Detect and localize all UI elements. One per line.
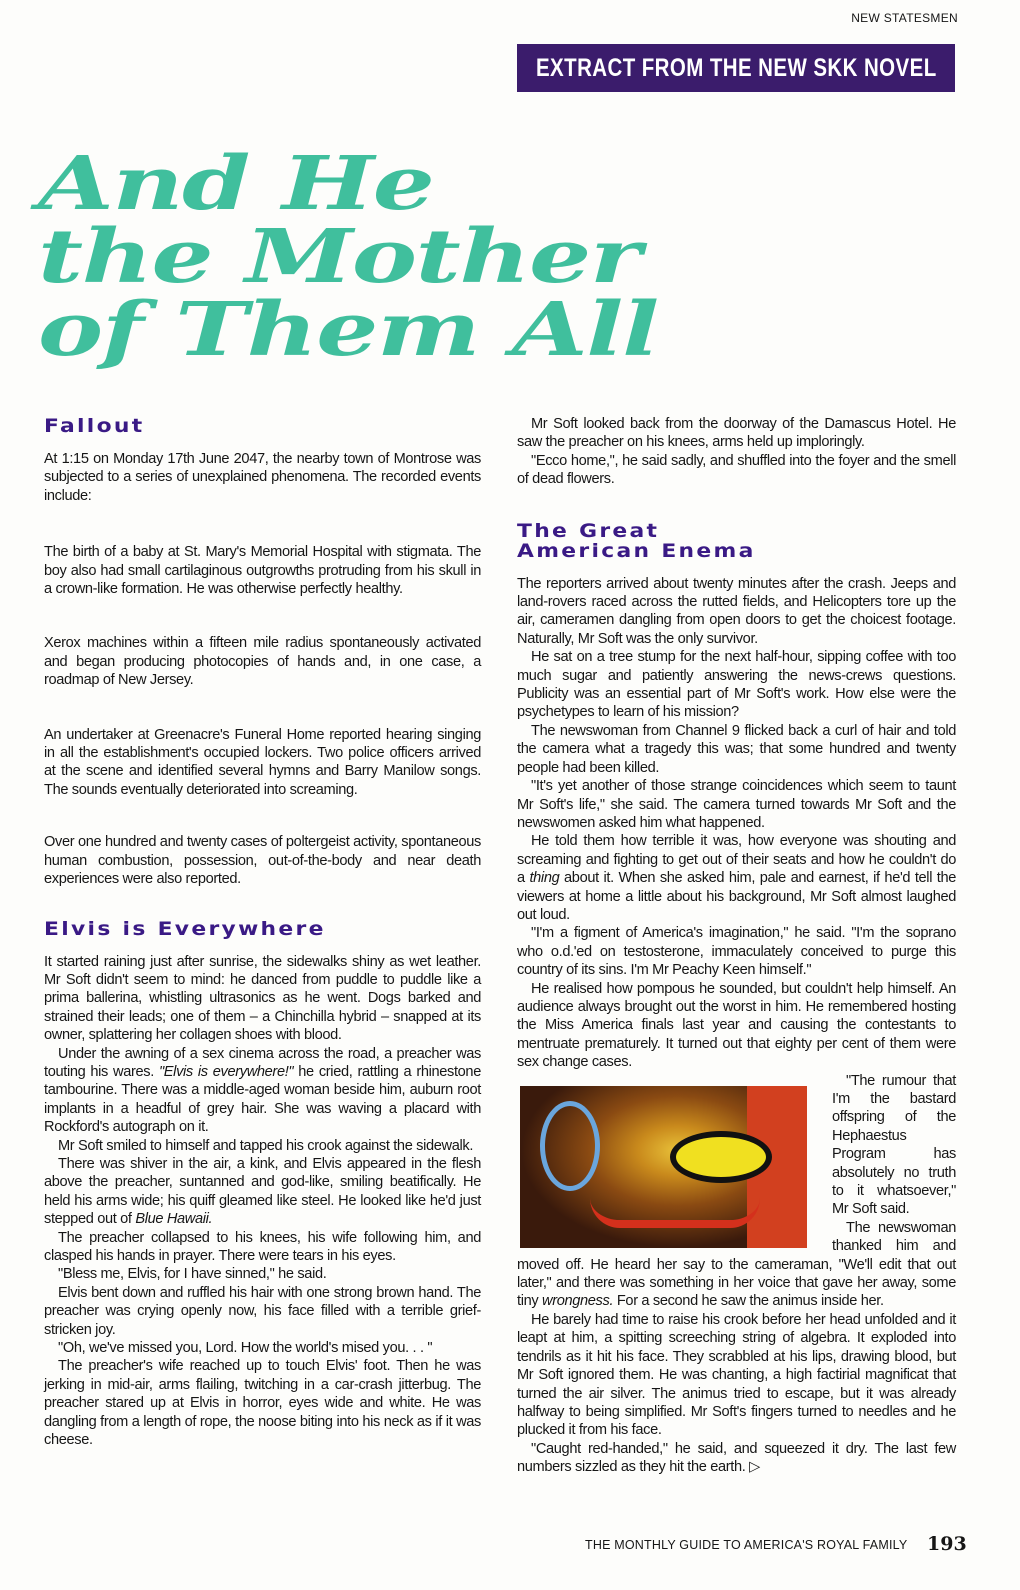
end-mark-icon: ▷ [749,1459,761,1476]
paragraph: "Oh, we've missed you, Lord. How the world's mised you. . . " [58,1340,433,1357]
paragraph [517,1440,956,1477]
banner-text: EXTRACT FROM THE NEW SKK NOVEL [535,53,937,82]
paragraph: The reporters arrived about twenty minutes after the crash. Jeeps and land-rovers raced across the rutted fields, and Helicopters tore up the air, cameramen dangling from open doors to get the choicest footage. Naturally, Mr Soft was the only survivor. [517,575,956,647]
article-title [38,141,658,373]
paragraph: He sat on a tree stump for the next half-hour, sipping coffee with too much sugar and patiently answering the news-crews questions. Publicity was an essential part of Mr Soft's work. How else were the psychetypes to learn of his mission? [517,649,956,721]
event-item: Over one hundred and twenty cases of poltergeist activity, spontaneous human combustion, possession, out-of-the-body and near death experiences were also reported. [44,834,481,888]
paragraph: At 1:15 on Monday 17th June 2047, the nearby town of Montrose was subjected to a series of unexplained phenomena. The recorded events include: [44,451,481,504]
heading-line: American Enema [517,539,756,562]
italic-text: Blue Hawaii. [135,1211,213,1228]
title-line: And He [38,141,434,227]
event-item: An undertaker at Greenacre's Funeral Home reported hearing singing in all the establishment's occupied lockers. Two police officers arrived at the scene and identified several hymns and Barry Manilow songs. The sounds eventually deteriorated into screaming. [44,726,481,798]
paragraph: "Ecco home,", he said sadly, and shuffled into the foyer and the smell of dead flowers. [517,452,956,488]
text: He told them how terrible it was, how everyone was shouting and screaming and fighting to get out of their seats and how he couldn't do a [517,833,956,887]
photo-lips [590,1198,760,1228]
paragraph: Elvis bent down and ruffled his hair with one strong brown hand. The preacher was crying openly now, his face filled with a terrible grief-stricken joy. [44,1284,481,1338]
paragraph: "I'm a figment of America's imagination," he said. "I'm the soprano who o.d.'ed on testosterone, immaculately conceived to purge this country of its sins. I'm Mr Peachy Keen himself." [517,925,956,979]
paragraph: "The rumour that I'm the bastard offspring of the Hephaestus Program has absolutely no truth to it whatsoever," Mr Soft said. [832,1072,956,1218]
text: about it. When she asked him, pale and earnest, if he'd tell the viewers at home a little about his background, Mr Soft almost laughed out loud. [517,870,956,923]
paragraph: The newswoman from Channel 9 flicked back a curl of hair and told the camera what a tragedy this was; that some hundred and twenty people had been killed. [517,722,956,776]
section-heading-fallout: Fallout [44,415,145,437]
heading-line: The Great [517,519,660,542]
photo-swirl [540,1101,600,1191]
text: "Caught red-handed," he said, and squeezed it dry. The last few numbers sizzled as they hit the earth. [517,1440,956,1476]
text: Under the awning of a sex cinema across the road, a preacher was touting his wares. [44,1045,481,1080]
paragraph: The preacher's wife reached up to touch Elvis' foot. Then he was jerking in mid-air, arms flailing, twitching in a car-crash jitterbug. The preacher stared up at Elvis in horror, eyes wide and white. He was dangling from a length of rope, the noose biting into his neck as if it was cheese. [44,1358,481,1449]
paragraph: Mr Soft looked back from the doorway of the Damascus Hotel. He saw the preacher on his knees, arms held up imploringly. [517,416,956,451]
paragraph: He barely had time to raise his crook before her head unfolded and it leapt at him, a spitting screeching string of algebra. It exploded into tendrils as it hit his face. They scrabbled at his lips, drawing blood, but Mr Soft ignored them. He was chanting, a high factirial magnificat that turned the air silver. The animus tried to escape, but it was already halfway to being simplified. Mr Soft's fingers turned to needles and he plucked it from his face. [517,1311,956,1439]
text: There was shiver in the air, a kink, and Elvis appeared in the flesh above the preacher, suntanned and god-like, smiling beatifically. He held his arms wide; his quiff gleamed like steel. He looked like he'd just stepped out of [44,1155,481,1228]
footer-text: THE MONTHLY GUIDE TO AMERICA'S ROYAL FAMILY [585,1538,908,1552]
paragraph [44,1155,481,1229]
title-line: of Them All [38,287,658,373]
italic-text: thing [529,870,560,887]
photo-eye [670,1131,772,1183]
paragraph: Mr Soft smiled to himself and tapped his crook against the sidewalk. [58,1137,474,1154]
face-photo [520,1086,807,1248]
section-heading-enema [517,521,1020,561]
title-line: the Mother [38,214,641,300]
paragraph: "Bless me, Elvis, for I have sinned," he said. [58,1266,327,1283]
event-item: Xerox machines within a fifteen mile radius spontaneously activated and began producing photocopies of hands and, in one case, a roadmap of New Jersey. [44,635,481,689]
italic-text: wrongness. [542,1293,614,1310]
extract-banner [517,44,955,92]
italic-text: "Elvis is everywhere!" [158,1063,294,1080]
paragraph [44,1045,481,1137]
paragraph: He realised how pompous he sounded, but couldn't help himself. An audience always brought out the worst in him. He remembered hosting the Miss America finals last year and causing the contestants to mentruate prematurely. It turned out that eighty per cent of them were sex change cases. [517,980,956,1071]
text: The newswoman thanked him and moved off. He heard her say to the cameraman, "We'll edit that out later," and there was something in her voice that gave her away, some tiny [517,1219,956,1310]
text: For a second he saw the animus inside her. [613,1293,884,1310]
paragraph [517,832,956,924]
section-heading-elvis: Elvis is Everywhere [44,917,326,940]
left-column [44,416,481,1449]
right-column [517,415,956,1477]
event-item: The birth of a baby at St. Mary's Memorial Hospital with stigmata. The boy also had small cartilaginous outgrowths protruding from his skull in a crown-like formation. He was otherwise perfectly healthy. [44,544,481,598]
page-number: 193 [927,1533,967,1555]
masthead: NEW STATESMEN [851,11,958,25]
paragraph: "It's yet another of those strange coincidences which seem to taunt Mr Soft's life," she said. The camera turned towards Mr Soft and the newswomen asked him what happened. [517,778,956,831]
text: he cried, rattling a rhinestone tambourine. There was a middle-aged woman beside him, auburn root implants in a headful of grey hair. She was waving a placard with Rockford's autograph on it. [44,1063,481,1136]
paragraph: The preacher collapsed to his knees, his wife following him, and clasped his hands in prayer. There were tears in his eyes. [44,1229,481,1264]
paragraph: It started raining just after sunrise, the sidewalks shiny as wet leather. Mr Soft didn't seem to mind: he danced from puddle to puddle like a prima ballerina, whistling ultrasonics as he went. Dogs barked and strained their leads; one of them – a Chinchilla hybrid – snapped at its owner, splattering her collagen shoes with blood. [44,953,481,1044]
